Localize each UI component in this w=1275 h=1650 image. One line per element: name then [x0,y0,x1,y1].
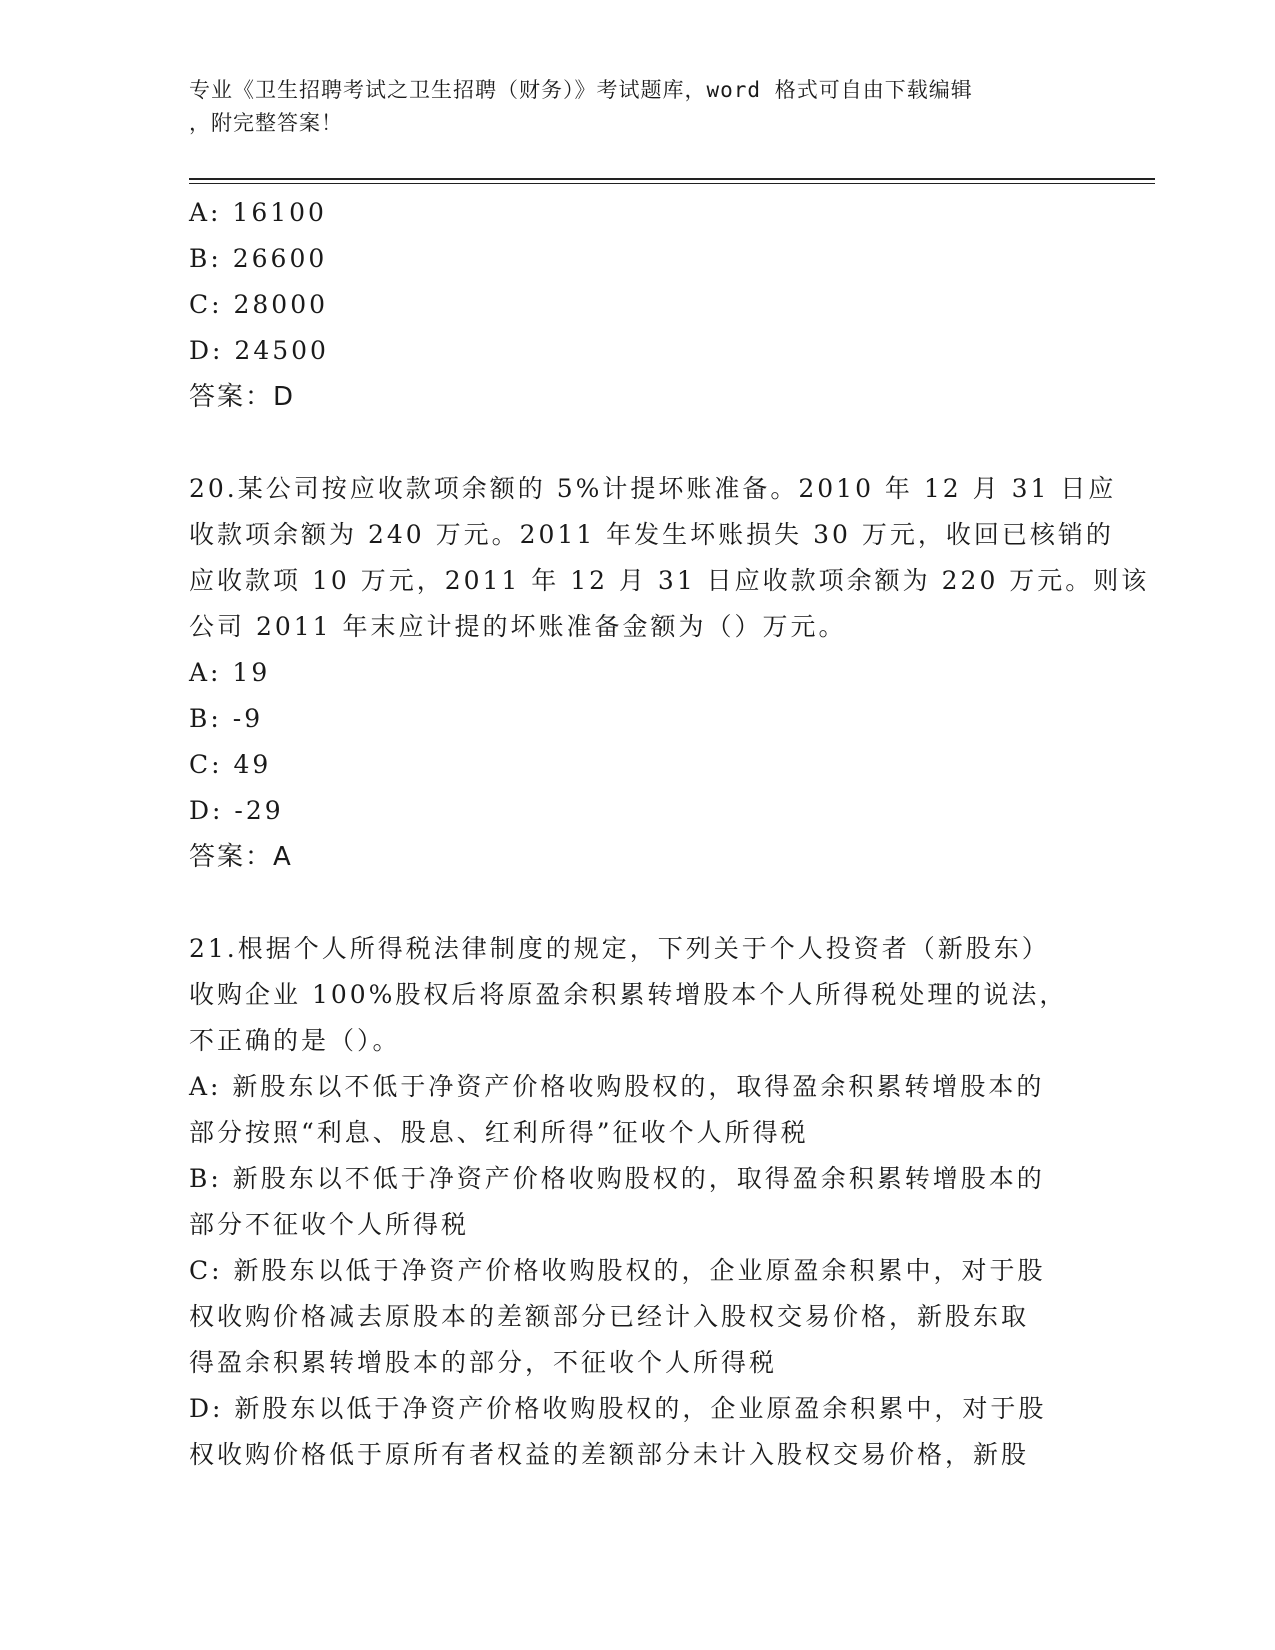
document-body [189,190,1150,1478]
question-21 [189,926,1089,1478]
question-text-line: 20.某公司按应收款项余额的 5%计提坏账准备。2010 年 12 月 31 日应 [189,474,1117,503]
option-c-continued: 权收购价格减去原股本的差额部分已经计入股权交易价格，新股东取 [189,1302,1030,1331]
question-text-line: 收款项余额为 240 万元。2011 年发生坏账损失 30 万元，收回已核销的 [189,520,1114,549]
question-text-line: 公司 2011 年末应计提的坏账准备金额为（）万元。 [189,612,847,641]
option-b-continued: 部分不征收个人所得税 [189,1210,470,1239]
option-b: B: -9 [189,704,264,733]
question-text-line: 21.根据个人所得税法律制度的规定，下列关于个人投资者（新股东） [189,934,1050,963]
option-c-continued: 得盈余积累转增股本的部分，不征收个人所得税 [189,1348,778,1377]
header-line-1: 专业《卫生招聘考试之卫生招聘（财务）》考试题库，word 格式可自由下载编辑 [189,78,973,102]
option-b: B: 新股东以不低于净资产价格收购股权的，取得盈余积累转增股本的 [189,1164,1045,1193]
option-a-continued: 部分按照“利息、股息、红利所得”征收个人所得税 [189,1118,809,1147]
option-d: D: -29 [189,796,284,825]
document-header [189,74,1069,140]
option-d-continued: 权收购价格低于原所有者权益的差额部分未计入股权交易价格，新股 [189,1440,1030,1469]
question-text-line: 应收款项 10 万元，2011 年 12 月 31 日应收款项余额为 220 万元。则该 [189,566,1150,595]
option-c: C: 28000 [189,290,329,319]
option-c: C: 49 [189,750,272,779]
answer: 答案：D [189,382,296,412]
spacer [189,880,1089,926]
question-20 [189,466,1150,880]
option-d: D: 新股东以低于净资产价格收购股权的，企业原盈余积累中，对于股 [189,1394,1047,1423]
question-text-line: 收购企业 100%股权后将原盈余积累转增股本个人所得税处理的说法， [189,980,1068,1009]
option-a: A: 19 [189,658,271,687]
option-a: A: 16100 [189,198,327,227]
header-divider-thin [189,183,1155,184]
option-c: C: 新股东以低于净资产价格收购股权的，企业原盈余积累中，对于股 [189,1256,1046,1285]
option-b: B: 26600 [189,244,328,273]
spacer [189,420,1089,466]
option-d: D: 24500 [189,336,329,365]
question-19 [189,190,1089,420]
question-text-line: 不正确的是（）。 [189,1026,401,1055]
header-divider-thick [189,178,1155,180]
header-line-2: ，附完整答案！ [189,111,343,135]
option-a: A: 新股东以不低于净资产价格收购股权的，取得盈余积累转增股本的 [189,1072,1045,1101]
answer: 答案：A [189,842,293,872]
